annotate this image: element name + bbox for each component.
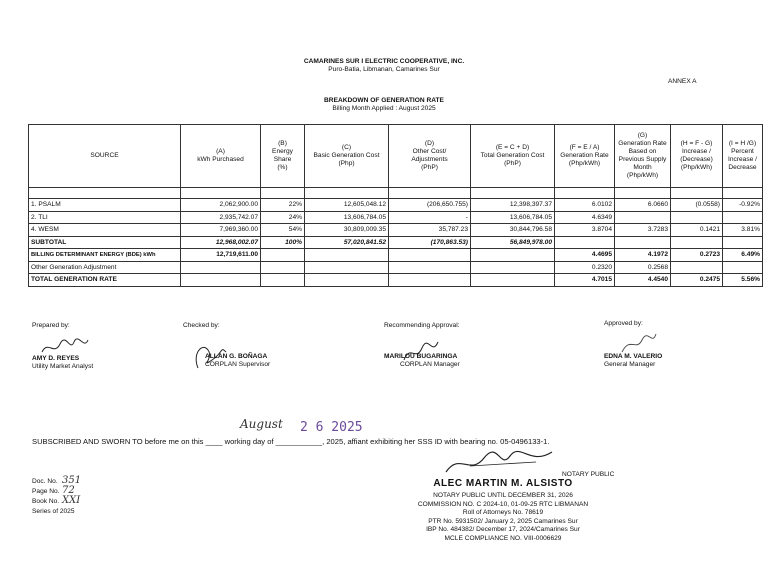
percent-cell: 5.56% — [723, 274, 763, 287]
change-cell: 0.2723 — [671, 249, 723, 262]
approved-title: General Manager — [604, 361, 656, 368]
kwh-cell: 2,935,742.07 — [181, 211, 261, 224]
recommending-title: CORPLAN Manager — [400, 361, 460, 368]
percent-cell: -0.92% — [723, 199, 763, 212]
prev-rate-cell: 3.7283 — [615, 224, 671, 237]
checked-title: CORPLAN Supervisor — [205, 361, 271, 368]
prev-rate-cell: 4.1972 — [615, 249, 671, 262]
share-cell: 54% — [261, 224, 305, 237]
total-cost-cell: 56,849,978.00 — [471, 236, 555, 249]
share-cell: 100% — [261, 236, 305, 249]
subtotal-row — [29, 236, 763, 249]
bde-label: BILLING DETERMINANT ENERGY (BDE) kWh — [29, 249, 181, 262]
column-header: (C) Basic Generation Cost (Php) — [305, 125, 389, 188]
column-header: (B) Energy Share (%) — [261, 125, 305, 188]
notary-line: MCLE COMPLIANCE NO. VIII-0006629 — [444, 534, 562, 542]
prev-rate-cell: 4.4540 — [615, 274, 671, 287]
document-title: BREAKDOWN OF GENERATION RATE — [324, 97, 444, 104]
kwh-cell: 7,969,360.00 — [181, 224, 261, 237]
table-row — [29, 199, 763, 212]
checked-label: Checked by: — [183, 322, 220, 329]
share-cell: 22% — [261, 199, 305, 212]
prepared-label: Prepared by: — [32, 322, 70, 329]
recommending-label: Recommending Approval: — [384, 322, 460, 329]
company-address: Puro-Batia, Libmanan, Camarines Sur — [328, 66, 440, 73]
column-header: (I = H /G) Percent Increase / Decrease — [723, 125, 763, 188]
other-cost-cell: (206,650.755) — [389, 199, 471, 212]
source-cell: 1. PSALM — [29, 199, 181, 212]
column-header: (A) kWh Purchased — [181, 125, 261, 188]
column-header: (E = C + D) Total Generation Cost (PhP) — [471, 125, 555, 188]
book-no-value: XXI — [62, 495, 81, 506]
share-cell: 24% — [261, 211, 305, 224]
other-adjustment-row — [29, 261, 763, 274]
change-cell: 0.1421 — [671, 224, 723, 237]
page-no-value: 72 — [62, 485, 75, 496]
table-row — [29, 224, 763, 237]
notary-signature — [440, 446, 560, 480]
notary-details — [403, 492, 603, 543]
bde-row — [29, 249, 763, 262]
change-cell: 0.2475 — [671, 274, 723, 287]
other-adjustment-label: Other Generation Adjustment — [29, 261, 181, 274]
prev-rate-cell — [615, 211, 671, 224]
basic-cost-cell: 57,020,841.52 — [305, 236, 389, 249]
total-cost-cell: 13,606,784.05 — [471, 211, 555, 224]
change-cell — [671, 211, 723, 224]
table-row — [29, 211, 763, 224]
rate-cell: 4.7015 — [555, 274, 615, 287]
column-header: (H = F - G) Increase / (Decrease) (Php/kWh) — [671, 125, 723, 188]
notary-line: Roll of Attorneys No. 78619 — [462, 509, 544, 517]
total-row — [29, 274, 763, 287]
recommending-name: MARILOU BUGARINGA — [384, 353, 458, 360]
basic-cost-cell: 30,809,009.35 — [305, 224, 389, 237]
table-header-row — [29, 125, 763, 188]
handwritten-month: August — [240, 417, 283, 431]
kwh-cell: 12,968,002.07 — [181, 236, 261, 249]
rate-cell: 4.6349 — [555, 211, 615, 224]
notary-line: PTR No. 5931502/ January 2, 2025 Camarines Sur — [428, 517, 578, 525]
rate-cell: 4.4695 — [555, 249, 615, 262]
percent-cell — [723, 211, 763, 224]
basic-cost-cell: 12,605,048.12 — [305, 199, 389, 212]
notary-role: NOTARY PUBLIC — [562, 471, 615, 478]
total-label: TOTAL GENERATION RATE — [29, 274, 181, 287]
notary-name: ALEC MARTIN M. ALSISTO — [433, 478, 573, 489]
spacer-row — [29, 188, 763, 199]
change-cell: (0.0558) — [671, 199, 723, 212]
subtotal-label: SUBTOTAL — [29, 236, 181, 249]
approved-label: Approved by: — [604, 320, 643, 327]
column-header: (D) Other Cost/ Adjustments (PhP) — [389, 125, 471, 188]
notary-line: COMMISSION NO. C 2024-10, 01-09-25 RTC LIBMANAN — [417, 500, 589, 508]
prev-rate-cell: 0.2568 — [615, 261, 671, 274]
rate-cell: 3.8704 — [555, 224, 615, 237]
approved-name: EDNA M. VALERIO — [604, 353, 663, 360]
source-cell: 4. WESM — [29, 224, 181, 237]
company-name: CAMARINES SUR I ELECTRIC COOPERATIVE, INC. — [303, 58, 465, 65]
notary-line: IBP No. 484382/ December 17, 2024/Camarines Sur — [426, 526, 580, 534]
stamped-date: 2 6 2025 — [300, 420, 363, 435]
notary-line: NOTARY PUBLIC UNTIL DECEMBER 31, 2026 — [433, 492, 573, 499]
kwh-cell: 2,062,900.00 — [181, 199, 261, 212]
prev-rate-cell: 6.0660 — [615, 199, 671, 212]
prepared-name: AMY D. REYES — [32, 355, 80, 362]
series-label: Series of 2025 — [32, 508, 75, 515]
column-header: SOURCE — [29, 125, 181, 188]
book-no-label: Book No. — [32, 498, 60, 505]
doc-no-value: 351 — [62, 475, 82, 486]
rate-cell: 6.0102 — [555, 199, 615, 212]
page-no-label: Page No. — [32, 488, 60, 495]
total-cost-cell: 30,844,796.58 — [471, 224, 555, 237]
generation-rate-table — [28, 124, 763, 287]
doc-no-label: Doc. No. — [32, 478, 58, 485]
basic-cost-cell: 13,606,784.05 — [305, 211, 389, 224]
column-header: (F = E / A) Generation Rate (Php/kWh) — [555, 125, 615, 188]
oath-statement: SUBSCRIBED AND SWORN TO before me on this ____ working day of ___________, 2025, affiant exhibiting her SSS ID with bearing no. 05-0496133-1. — [32, 437, 550, 446]
percent-cell: 6.49% — [723, 249, 763, 262]
source-cell: 2. TLI — [29, 211, 181, 224]
column-header: (G) Generation Rate Based on Previous Supply Month (Php/kWh) — [615, 125, 671, 188]
other-cost-cell: - — [389, 211, 471, 224]
prepared-title: Utility Market Analyst — [32, 363, 94, 370]
percent-cell: 3.81% — [723, 224, 763, 237]
other-cost-cell: 35,787.23 — [389, 224, 471, 237]
other-cost-cell: (170,863.53) — [389, 236, 471, 249]
checked-name: ALLAN G. BOÑAGA — [205, 353, 268, 360]
rate-cell: 0.2320 — [555, 261, 615, 274]
total-cost-cell: 12,398,397.37 — [471, 199, 555, 212]
kwh-cell: 12,719,611.00 — [181, 249, 261, 262]
annex-label: ANNEX A — [668, 78, 697, 85]
billing-month: Billing Month Applied : August 2025 — [332, 105, 436, 112]
